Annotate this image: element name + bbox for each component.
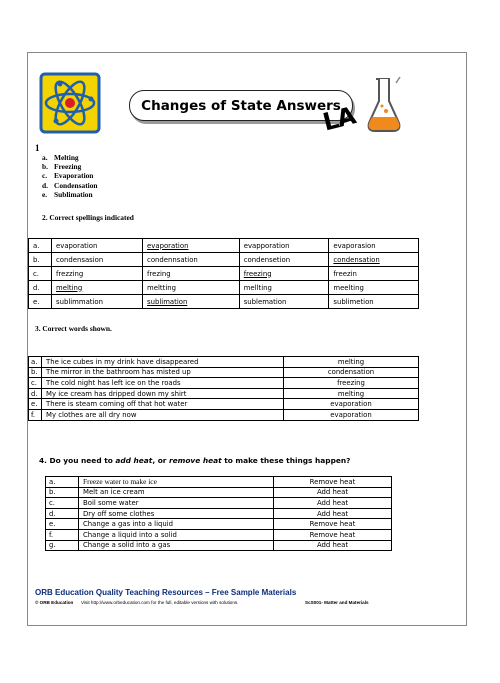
table-row [46,477,392,488]
row-letter: d. [46,508,79,519]
table-row [29,409,419,420]
table-row [29,357,419,368]
page-title-text: Changes of State Answers [141,97,341,114]
task-cell: Change a solid into a gas [79,540,274,551]
answer-cell: Remove heat [274,529,392,540]
table-row [46,529,392,540]
correct-spelling: melting [52,281,143,295]
footer-ref: ScS001- Matter and Materials [305,600,369,605]
answer-cell: Add heat [274,540,392,551]
spelling-option: mellting [239,281,329,295]
spelling-option: sublimmation [52,295,143,309]
spelling-option: frezing [143,267,240,281]
row-letter: e. [29,399,42,410]
spelling-option: sublemation [239,295,329,309]
answer-cell: Add heat [274,508,392,519]
spelling-option: evaporasion [329,239,419,253]
row-letter: f. [29,409,42,420]
task-cell: Freeze water to make ice [79,477,274,488]
heat-table [45,476,392,551]
answer-cell: evaporation [284,409,419,420]
answer-cell: Remove heat [274,477,392,488]
table-row [29,281,419,295]
row-letter: a. [29,357,42,368]
spelling-option: condensetion [239,253,329,267]
answer-cell: melting [284,388,419,399]
sentence-cell: My clothes are all dry now [42,409,284,420]
spelling-option: evapporation [239,239,329,253]
list-item: a. Melting [42,153,79,162]
footer-copyright: © ORB Education [35,600,74,605]
list-item: d. Condensation [42,180,98,190]
answer-cell: Add heat [274,487,392,498]
spelling-option: frezzing [52,267,143,281]
footer-visit: Visit http://www.orbeducation.com for the full, editable versions with solutions. [81,600,239,605]
section-3-heading: 3. Correct words shown. [35,324,112,333]
row-letter: b. [46,487,79,498]
answer-cell: melting [284,357,419,368]
task-cell: Change a gas into a liquid [79,519,274,530]
answer-cell: Add heat [274,498,392,509]
answer-cell: Remove heat [274,519,392,530]
section-2-heading: 2. Correct spellings indicated [42,213,134,222]
list-item: c. Evaporation [42,171,94,181]
section-1-list [42,153,98,199]
sentence-cell: The cold night has left ice on the roads [42,378,284,389]
table-row [46,519,392,530]
task-cell: Dry off some clothes [79,508,274,519]
row-letter: c. [29,378,42,389]
flask-icon [366,75,402,135]
footer-title: ORB Education Quality Teaching Resources – Free Sample Materials [35,588,297,597]
atom-icon [38,71,102,135]
row-letter: b. [29,367,42,378]
spelling-option: meelting [329,281,419,295]
correct-spelling: evaporation [143,239,240,253]
row-letter: e. [46,519,79,530]
row-letter: c. [29,267,52,281]
answer-cell: condensation [284,367,419,378]
list-item: e. Sublimation [42,189,93,199]
worksheet-page [27,52,467,626]
correct-spelling: freezing [239,267,329,281]
spelling-table [28,238,419,309]
table-row [29,253,419,267]
row-letter: g. [46,540,79,551]
table-row [29,388,419,399]
row-letter: b. [29,253,52,267]
task-cell: Boil some water [79,498,274,509]
row-letter: f. [46,529,79,540]
row-letter: a. [46,477,79,488]
row-letter: e. [29,295,52,309]
footer-line [35,600,459,605]
sentence-cell: The ice cubes in my drink have disappeared [42,357,284,368]
row-letter: c. [46,498,79,509]
page-title [129,90,353,121]
spelling-option: condennsation [143,253,240,267]
table-row [29,399,419,410]
table-row [29,367,419,378]
la-mark: LA [320,101,358,137]
answer-cell: freezing [284,378,419,389]
spelling-option: meltting [143,281,240,295]
spelling-option: freezin [329,267,419,281]
correct-words-table [28,356,419,421]
sentence-cell: There is steam coming off that hot water [42,399,284,410]
table-row [29,239,419,253]
table-row [29,295,419,309]
row-letter: d. [29,388,42,399]
task-cell: Melt an ice cream [79,487,274,498]
section-4-question: 4. Do you need to add heat, or remove heat to make these things happen? [39,456,351,465]
spelling-option: condensasion [52,253,143,267]
table-row [46,508,392,519]
correct-spelling: sublimation [143,295,240,309]
row-letter: d. [29,281,52,295]
table-row [29,267,419,281]
answer-cell: evaporation [284,399,419,410]
list-item: b. Freezing [42,162,82,172]
sentence-cell: The mirror in the bathroom has misted up [42,367,284,378]
table-row [46,498,392,509]
task-cell: Change a liquid into a solid [79,529,274,540]
spelling-option: evaporation [52,239,143,253]
section-1-number: 1 [35,143,40,153]
sentence-cell: My ice cream has dripped down my shirt [42,388,284,399]
table-row [29,378,419,389]
row-letter: a. [29,239,52,253]
table-row [46,540,392,551]
spelling-option: sublimetion [329,295,419,309]
table-row [46,487,392,498]
correct-spelling: condensation [329,253,419,267]
